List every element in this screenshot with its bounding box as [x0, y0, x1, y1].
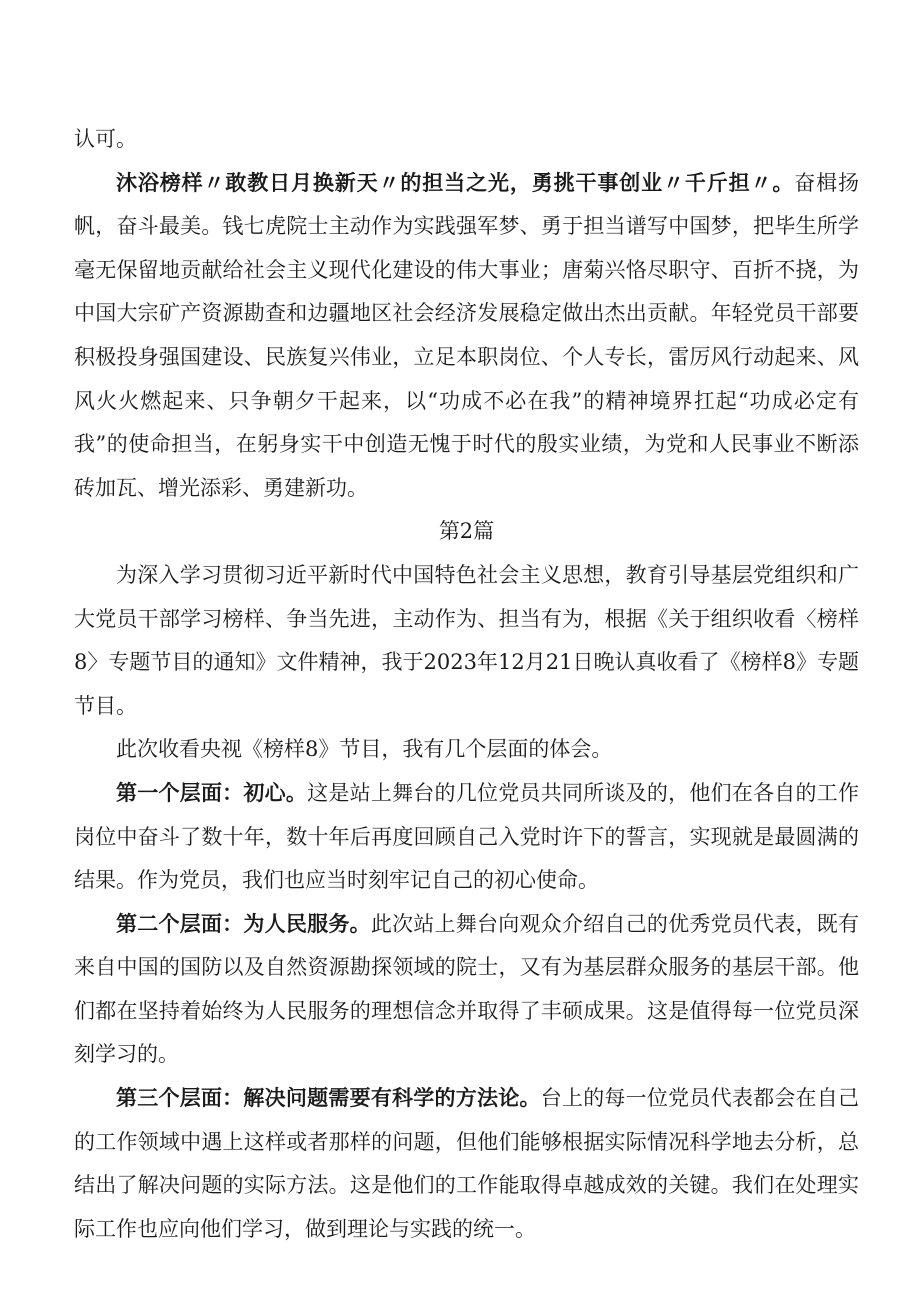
paragraph-text: 奋楫扬帆，奋斗最美。钱七虎院士主动作为实践强军梦、勇于担当谱写中国梦，把毕生所学毫无保留地贡献给社会主义现代化建设的伟大事业；唐菊兴恪尽职守、百折不挠，为中国大宗矿产资源勘查和边疆地区社会经济发展稳定做出杰出贡献。年轻党员干部要积极投身强国建设、民族复兴伟业，立足本职岗位、个人专长，雷厉风行动起来、风风火火燃起来、只争朝夕干起来，以“功成不必在我”的精神境界扛起“功成必定有我”的使命担当，在躬身实干中创造无愧于时代的殷实业绩，为党和人民事业不断添砖加瓦、增光添彩、勇建新功。: [74, 170, 860, 500]
paragraph-continuation: [74, 118, 859, 162]
document-page: [74, 118, 859, 1251]
paragraph-text: 这是站上舞台的几位党员共同所谈及的，他们在各自的工作岗位中奋斗了数十年，数十年后再度回顾自己入党时许下的誓言，实现就是最圆满的结果。作为党员，我们也应当时刻牢记自己的初心使命。: [74, 780, 860, 893]
paragraph-text: 认可。: [74, 127, 137, 151]
paragraph-level-three: [74, 1077, 859, 1251]
paragraph-intro: [74, 554, 859, 728]
paragraph-text: 此次站上舞台向观众介绍自己的优秀党员代表，既有来自中国的国防以及自然资源勘探领域的院士，又有为基层群众服务的基层干部。他们都在坚持着始终为人民服务的理想信念并取得了丰硕成果。这是值得每一位党员深刻学习的。: [74, 911, 860, 1067]
paragraph-text: 此次收看央视《榜样8》节目，我有几个层面的体会。: [116, 737, 613, 762]
paragraph-role-models: [74, 162, 859, 511]
paragraph-lead: 第一个层面：初心。: [116, 780, 308, 805]
paragraph-level-one: [74, 772, 859, 903]
paragraph-lead: 第三个层面：解决问题需要有科学的方法论。: [116, 1086, 541, 1111]
paragraph-lead: 沐浴榜样〃敢教日月换新天〃的担当之光，勇挑干事创业〃千斤担〃。: [116, 170, 795, 195]
section-heading: 第2篇: [438, 519, 495, 544]
paragraph-text: 台上的每一位党员代表都会在自己的工作领域中遇上这样或者那样的问题，但他们能够根据实际情况科学地去分析，总结出了解决问题的实际方法。这是他们的工作能取得卓越成效的关键。我们在处理实际工作也应向他们学习，做到理论与实践的统一。: [74, 1086, 860, 1241]
paragraph-summary: [74, 728, 859, 772]
paragraph-level-two: [74, 903, 859, 1077]
paragraph-text: 为深入学习贯彻习近平新时代中国特色社会主义思想，教育引导基层党组织和广大党员干部学习榜样、争当先进，主动作为、担当有为，根据《关于组织收看〈榜样8〉专题节目的通知》文件精神，我于2023年12月21日晚认真收看了《榜样8》专题节目。: [74, 562, 859, 718]
paragraph-lead: 第二个层面：为人民服务。: [116, 911, 371, 936]
